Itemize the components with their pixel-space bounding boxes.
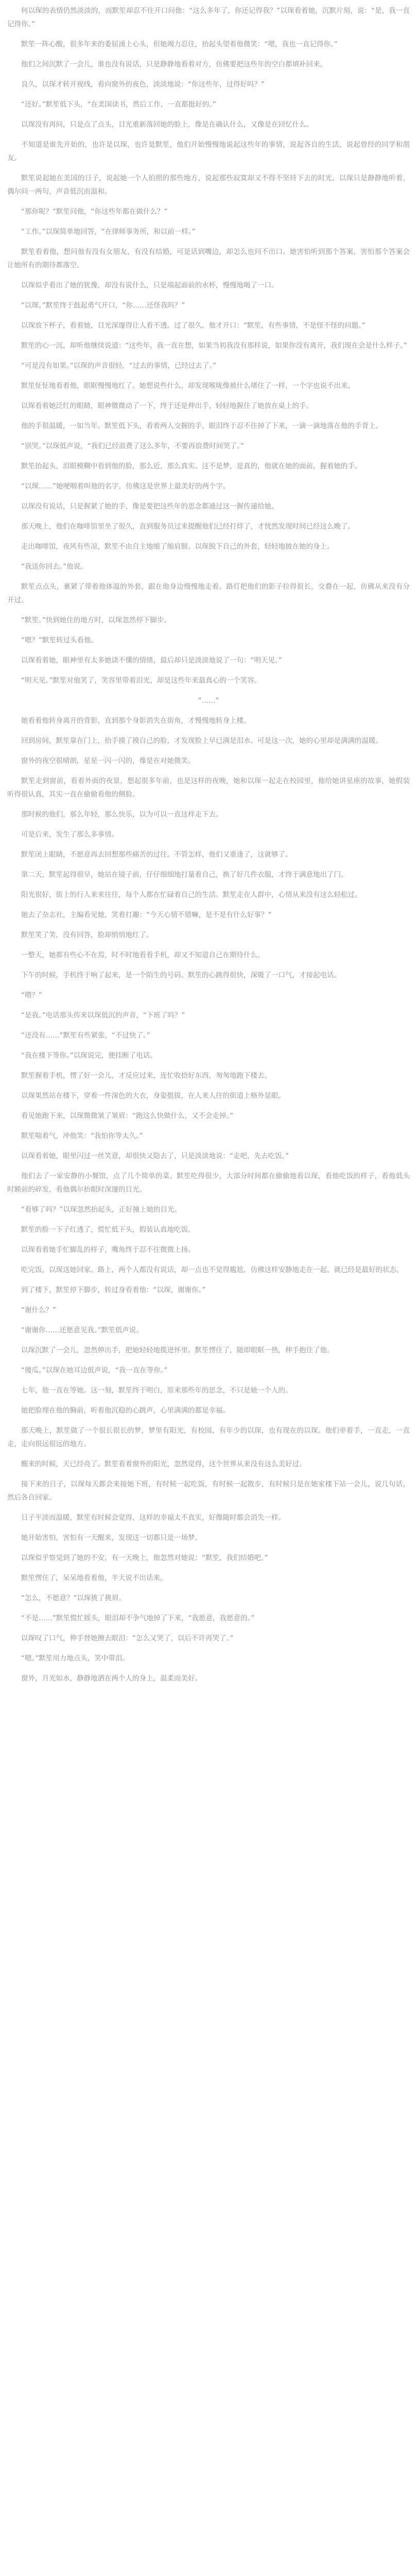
- paragraph: 以琛似乎看出了她的犹豫，却没有说什么，只是端起面前的水杯，慢慢地喝了一口。: [21, 281, 279, 290]
- paragraph: 默笙一阵心酸，很多年来的委屈涌上心头，但她竭力忍住，抬起头望着他微笑：“嗯，我也一直记得你。”: [21, 40, 338, 48]
- paragraph: 默笙笑了笑，没有回答，脸却悄悄地红了。: [21, 931, 153, 939]
- paragraph: 下午的时候，手机终于响了起来，是一个陌生的号码。默笙的心跳得很快，深吸了一口气，才接起电话。: [21, 971, 341, 979]
- paragraph: 窗外，月光如水，静静地洒在两个人的身上，温柔而美好。: [21, 1674, 202, 1683]
- paragraph: 接下来的日子，以琛每天都会来接她下班，有时候一起吃饭，有时候一起散步，有时候只是在她家楼下站一会儿，说几句话，然后各自回家。: [7, 1480, 410, 1502]
- paragraph: 她把脸埋在他的胸前，听着他沉稳的心跳声，心里满满的都是幸福。: [21, 1406, 230, 1415]
- paragraph: 七年，他一直在等她。这一刻，默笙终于明白，原来那些年的思念，不只是她一个人的。: [21, 1386, 292, 1395]
- paragraph: 那时候的他们，那么年轻，那么快乐，以为可以一直这样走下去。: [21, 810, 223, 819]
- paragraph: 良久，以琛才转开视线，看向窗外的夜色，淡淡地说：“你这些年，过得好吗？”: [21, 80, 265, 89]
- paragraph: “还没有……”默笙有些紧张，“不过快了。”: [21, 1031, 150, 1040]
- paragraph: “喂？”: [21, 991, 42, 999]
- paragraph: 以琛似乎察觉到了她的不安，有一天晚上，他忽然对她说：“默笙，我们结婚吧。”: [21, 1554, 268, 1562]
- paragraph: “我在楼下等你。”以琛说完，便挂断了电话。: [21, 1052, 157, 1060]
- paragraph: 窗外的夜空很晴朗，星星一闪一闪的，像是在对她微笑。: [21, 757, 195, 765]
- paragraph: 默笙的心一沉，却听他继续说道：“这些年，我一直在想，如果当初我没有那样说，如果你没有离开，我们现在会是什么样子。”: [21, 342, 407, 350]
- paragraph: 默笙喘着气，冲他笑：“我怕你等太久。”: [21, 1132, 143, 1140]
- paragraph: “那你呢？”默笙问他，“你这些年都在做什么？”: [21, 208, 168, 216]
- paragraph: 醒来的时候，天已经亮了。默笙看着窗外的阳光，忽然觉得，这个世界从来没有这么美好过。: [21, 1460, 306, 1468]
- paragraph: 默笙抬起头，泪眼模糊中看到他的脸，那么近，那么真实。这不是梦，是真的，他就在她的面前，握着她的手。: [21, 462, 362, 470]
- paragraph: “以琛……”她哽咽着叫他的名字，仿佛这是世界上最美好的两个字。: [21, 482, 230, 490]
- paragraph: “可是没有如果。”以琛的声音很轻，“过去的事情，已经过去了。”: [21, 362, 216, 370]
- paragraph: “傻瓜。”以琛在她耳边低声说，“我一直在等你。”: [21, 1366, 168, 1375]
- paragraph: “是我。”电话那头传来以琛低沉的声音，“下班了吗？”: [21, 1011, 185, 1020]
- paragraph: “嗯？”默笙转过头看他。: [21, 636, 98, 645]
- paragraph: 他们之间沉默了一会儿，谁也没有说话，只是静静地看着对方，仿佛要把这些年的空白都填补回来。: [21, 60, 327, 69]
- paragraph: 走出咖啡馆，夜风有些凉，默笙不由自主地缩了缩肩膀。以琛脱下自己的外套，轻轻地披在她的身上。: [21, 543, 334, 551]
- paragraph: “工作。”以琛简单地回答，“在律师事务所，和以前一样。”: [21, 228, 196, 236]
- paragraph: 阳光很好，街上的行人来来往往，每个人都在忙碌着自己的生活。默笙走在人群中，心情从来没有这么轻松过。: [21, 891, 362, 899]
- paragraph: 默笙走到窗前，看着外面的夜景，想起很多年前，也是这样的夜晚，她和以琛一起走在校园里，他给她讲星座的故事，她假装听得很认真，其实一直在偷偷看他的侧脸。: [7, 777, 410, 799]
- paragraph: 以琛看着她手忙脚乱的样子，嘴角终于忍不住微微上扬。: [21, 1246, 195, 1254]
- paragraph: 默笙说起她在美国的日子，说起她一个人拍照的那些地方，说起那些寂寞却又不得不坚持下去的时光。以琛只是静静地听着，偶尔问一两句，声音低沉而温和。: [7, 174, 410, 196]
- paragraph: “别哭。”以琛低声说，“我们已经浪费了这么多年，不要再浪费时间哭了。”: [21, 442, 244, 450]
- paragraph: 日子平淡而温暖，默笙有时候会觉得，这样的幸福太不真实，好像随时都会消失一样。: [21, 1514, 285, 1522]
- paragraph: 可是后来，发生了那么多事情。: [21, 831, 118, 839]
- paragraph: 以琛叹了口气，伸手替她擦去眼泪：“怎么又哭了，以后不许再哭了。”: [21, 1634, 234, 1642]
- paragraph: 默笙愣住了，呆呆地看着他，半天说不出话来。: [21, 1574, 167, 1582]
- paragraph: “看够了吗？”以琛忽然抬起头，正好撞上她的目光。: [21, 1206, 181, 1214]
- paragraph: 那天晚上，他们在咖啡馆里坐了很久，直到服务员过来提醒他们已经打烊了，才恍然发现时间已经这么晚了。: [21, 522, 355, 531]
- paragraph: 他们去了一家安静的小餐馆，点了几个简单的菜。默笙吃得很少，大部分时间都在偷偷地看以琛，看他吃饭的样子，看他低头时额前的碎发，看他偶尔抬眼时深邃的目光。: [7, 1172, 410, 1194]
- paragraph: “谢谢你……还愿意见我。”默笙低声说。: [21, 1326, 143, 1334]
- paragraph: 不知道是谁先开始的，也许是以琛，也许是默笙，他们开始慢慢地说起这些年的事情，说起各自的生活，说起曾经的同学和朋友。: [7, 141, 410, 162]
- ellipsis-line: “……”: [198, 697, 219, 705]
- paragraph: “谢什么？”: [21, 1306, 56, 1314]
- paragraph: “不是……”默笙慌忙摇头，眼泪却不争气地掉了下来，“我愿意，我愿意的。”: [21, 1614, 255, 1622]
- paragraph: 她看着他转身离开的背影，直到那个身影消失在街角，才慢慢地转身上楼。: [21, 717, 251, 725]
- paragraph: “怎么，不愿意？”以琛挑了挑眉。: [21, 1594, 126, 1602]
- paragraph: 以琛看着她，眼神里有太多她读不懂的情绪，最后却只是淡淡地说了一句：“明天见。”: [21, 656, 282, 665]
- paragraph: 看见她跑下来，以琛微微皱了皱眉：“跑这么快做什么，又不会走掉。”: [21, 1112, 234, 1120]
- paragraph: “还好。”默笙低下头，“在美国读书，然后工作，一直都挺好的。”: [21, 100, 216, 109]
- paragraph: 第二天，默笙起得很早，她站在镜子前，仔仔细细地打量着自己，换了好几件衣服，才终于满意地出了门。: [21, 871, 348, 879]
- paragraph: 他的手很温暖，一如当年。默笙低下头，看着两人交握的手，眼泪终于忍不住掉了下来，一滴一滴地落在他的手背上。: [21, 422, 383, 430]
- paragraph: 以琛看着她，眼里闪过一丝笑意，却很快又隐去了，只是淡淡地说：“走吧，先去吃饭。”: [21, 1152, 289, 1160]
- paragraph: 到了楼下，默笙停下脚步，转过身看着他：“以琛，谢谢你。”: [21, 1286, 206, 1294]
- paragraph: 以琛沉默了一会儿，忽然伸出手，把她轻轻地揽进怀里。默笙愣住了，随即眼眶一热，伸手抱住了他。: [21, 1346, 334, 1354]
- paragraph: 她去了杂志社，主编看见她，笑着打趣：“今天心情不错嘛，是不是有什么好事？”: [21, 911, 272, 919]
- paragraph: 何以琛的表情仍然淡淡的，而默笙却忍不住开口问他：“这么多年了，你还记得我？”以琛看着她，沉默片刻，说：“是，我一直记得你。”: [7, 7, 410, 28]
- paragraph: 一整天，她都有些心不在焉，时不时地看看手机，却又不知道自己在期待什么。: [21, 951, 265, 959]
- paragraph: 默笙看着他，想问他有没有女朋友，有没有结婚，可是话到嘴边，却怎么也问不出口。她害怕听到那个答案，害怕那个答案会让她所有的期待都落空。: [7, 248, 410, 269]
- paragraph: 那天晚上，默笙做了一个很长很长的梦，梦里有阳光，有校园，有年少的以琛，也有现在的以琛。他们牵着手，一直走，一直走，走向很远很远的地方。: [7, 1427, 410, 1448]
- paragraph: “嗯。”默笙用力地点头，笑中带泪。: [21, 1654, 129, 1663]
- paragraph: 她开始害怕，害怕有一天醒来，发现这一切都只是一场梦。: [21, 1534, 202, 1542]
- paragraph: 回到房间，默笙靠在门上，抬手摸了摸自己的脸，才发现脸上早已满是泪水。可是这一次，她的心里却是满满的温暖。: [21, 737, 383, 745]
- paragraph: 默笙的脸一下子红透了，慌忙低下头，假装认真地吃饭。: [21, 1226, 195, 1234]
- paragraph: “我送你回去。”他说。: [21, 563, 88, 571]
- paragraph: 默笙握着手机，愣了好一会儿，才反应过来，连忙收拾好东西，匆匆地跑下楼去。: [21, 1072, 271, 1080]
- paragraph: 以琛看着她泛红的眼睛，眼神微微动了一下，终于还是伸出手，轻轻地握住了她放在桌上的手。: [21, 402, 313, 410]
- paragraph: “明天见。”默笙对他笑了，笑容里带着泪光，却是这些年来最真心的一个笑容。: [21, 676, 262, 685]
- paragraph: 以琛没有说话，只是握紧了她的手，像是要把这些年的思念都通过这一握传递给她。: [21, 502, 279, 511]
- paragraph: “以琛。”默笙终于鼓起勇气开口，“你……还怪我吗？”: [21, 301, 185, 310]
- paragraph: 吃完饭，以琛送她回家。路上，两个人都没有说话，却一点也不觉得尴尬，仿佛这样安静地走在一起，就已经是最好的状态。: [21, 1266, 404, 1274]
- paragraph: 以琛果然站在楼下，穿着一件深色的大衣，身姿挺拔，在人来人往的街道上格外显眼。: [21, 1092, 285, 1100]
- paragraph: “默笙。”快到她住的地方时，以琛忽然停下脚步。: [21, 616, 171, 624]
- paragraph: 默笙怔怔地看着他，眼眶慢慢地红了。她想说些什么，却发现喉咙像被什么堵住了一样，一个字也说不出来。: [21, 382, 355, 390]
- paragraph: 以琛没有再问，只是点了点头，目光重新落回她的脸上，像是在确认什么，又像是在回忆什么。: [21, 121, 313, 129]
- paragraph: 默笙点点头，裹紧了带着他体温的外套，跟在他身边慢慢地走着。路灯把他们的影子拉得很长，交叠在一起，仿佛从来没有分开过。: [7, 583, 410, 604]
- paragraph: 以琛放下杯子，看着她，目光深邃得让人看不透。过了很久，他才开口：“默笙，有些事情，不是怪不怪的问题。”: [21, 321, 366, 330]
- paragraph: 默笙闭上眼睛，不愿意再去回想那些痛苦的过往。不管怎样，他们又重逢了，这就够了。: [21, 851, 292, 859]
